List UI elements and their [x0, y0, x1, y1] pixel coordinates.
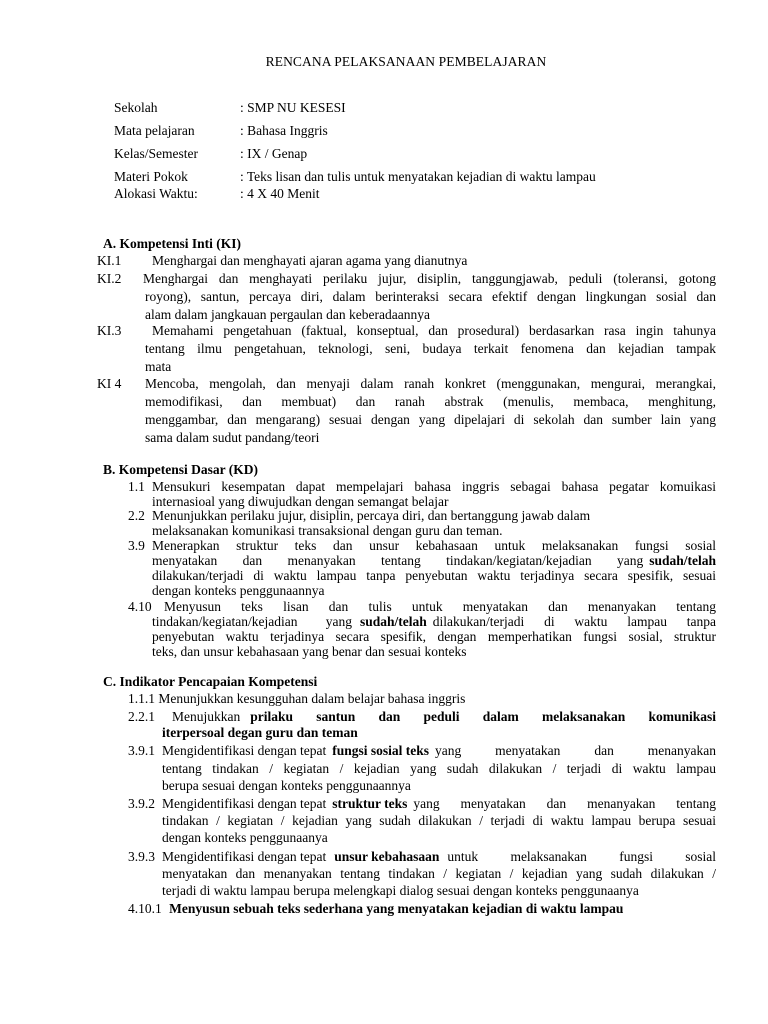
ipk-text: terjadi di waktu lampau berupa melengkapi dialog sesuai dengan konteks penggunaanya: [162, 883, 639, 898]
ipk-text: Menujukkan: [172, 709, 241, 724]
section-heading-ki: A. Kompetensi Inti (KI): [103, 236, 241, 251]
kd-text: internasioal yang diwujudkan dengan semangat belajar: [152, 494, 449, 509]
kd-text: tindakan/kegiatan/kejadian yang: [152, 614, 352, 629]
info-row-mapel: [114, 122, 714, 145]
ki-code: KI.3: [97, 323, 122, 338]
ipk-line: [162, 848, 716, 865]
info-value: : SMP NU KESESI: [240, 100, 346, 115]
info-row-sekolah: [114, 99, 714, 122]
kd-text: Menyusun teks lisan dan tulis untuk menyatakan dan menanyakan tentang: [164, 599, 716, 614]
ipk-code: 1.1.1: [128, 691, 155, 706]
info-block: [114, 99, 714, 202]
ipk-code: 3.9.1: [128, 743, 155, 758]
ki-text: menggambar, dan mengarang) sesuai dengan yang dipelajari di sekolah dan sumber lain yang: [145, 412, 716, 427]
ipk-code: 4.10.1: [128, 901, 162, 916]
ipk-text: berupa sesuai dengan konteks penggunaannya: [162, 778, 411, 793]
kd-text: dengan konteks penggunaannya: [152, 583, 325, 598]
ipk-text: tindakan / kegiatan / kejadian yang sudah dilakukan / terjadi di waktu lampau berupa sesuai: [162, 813, 716, 828]
kd-text: Menerapkan struktur teks dan unsur kebahasaan untuk melaksanakan fungsi sosial: [152, 538, 716, 553]
info-row-materi: [114, 168, 714, 185]
ipk-text: dengan konteks penggunaanya: [162, 830, 328, 845]
info-value: : IX / Genap: [240, 146, 308, 161]
ipk-bold-text: unsur kebahasaan: [334, 849, 440, 864]
kd-text: dilakukan/terjadi di waktu lampau tanpa: [432, 614, 716, 629]
kd-text: teks, dan unsur kebahasaan yang benar dan sesuai konteks: [152, 644, 467, 659]
info-label: Sekolah: [114, 100, 158, 115]
ipk-line: [172, 708, 716, 725]
kd-bold-text: sudah/telah: [360, 614, 427, 629]
info-label: Alokasi Waktu:: [114, 186, 198, 201]
ipk-text: tentang tindakan / kegiatan / kejadian yang sudah dilakukan / terjadi di waktu lampau: [162, 761, 716, 776]
info-label: Mata pelajaran: [114, 123, 195, 138]
ki-text: tentang ilmu pengetahuan, teknologi, seni, budaya terkait fenomena dan kejadian tampak: [145, 341, 716, 356]
info-value: : 4 X 40 Menit: [240, 186, 320, 201]
ipk-text: Menunjukkan kesungguhan dalam belajar bahasa inggris: [158, 691, 466, 706]
ipk-item-4101: [128, 900, 623, 917]
ki-text: Mencoba, mengolah, dan menyaji dalam ranah konkret (menggunakan, mengurai, merangkai,: [145, 376, 716, 391]
document-title: RENCANA PELAKSANAAN PEMBELAJARAN: [265, 54, 547, 69]
kd-text: menyatakan dan menanyakan tentang tindakan/kegiatan/kejadian yang: [152, 553, 644, 568]
section-heading-ipk: C. Indikator Pencapaian Kompetensi: [103, 674, 318, 689]
ki-text: Menghargai dan menghayati perilaku jujur, disiplin, tanggungjawab, peduli (toleransi, gotong: [143, 271, 716, 286]
ipk-text: Mengidentifikasi dengan tepat: [162, 743, 327, 758]
info-row-alokasi: [114, 185, 714, 202]
ipk-item-111: [128, 690, 465, 707]
section-heading-kd: B. Kompetensi Dasar (KD): [103, 462, 258, 477]
kd-code: 2.2: [128, 508, 145, 523]
kd-code: 1.1: [128, 479, 145, 494]
ipk-bold-text: struktur teks: [332, 796, 408, 811]
kd-text: penyebutan waktu terjadinya secara spesifik, dengan memperhatikan fungsi sosial, struktur: [152, 629, 716, 644]
ipk-text: yang menyatakan dan menanyakan tentang: [413, 796, 716, 811]
kd-code: 3.9: [128, 538, 145, 553]
ipk-bold-text: fungsi sosial teks: [332, 743, 429, 758]
ipk-bold-text: Menyusun sebuah teks sederhana yang menyatakan kejadian di waktu lampau: [169, 901, 624, 916]
info-label: Materi Pokok: [114, 169, 188, 184]
info-row-kelas: [114, 145, 714, 168]
ipk-bold-text: prilaku santun dan peduli dalam melaksanakan komunikasi: [250, 709, 716, 724]
ipk-text: Mengidentifikasi dengan tepat: [162, 796, 327, 811]
ipk-text: untuk melaksanakan fungsi sosial: [447, 849, 716, 864]
ipk-bold-text: iterpersoal degan guru dan teman: [162, 725, 358, 740]
info-value: : Teks lisan dan tulis untuk menyatakan kejadian di waktu lampau: [240, 169, 596, 184]
ipk-text: yang menyatakan dan menanyakan: [434, 743, 716, 758]
ipk-line: [162, 795, 716, 812]
kd-text: melaksanakan komunikasi transaksional dengan guru dan teman.: [152, 523, 503, 538]
ki-text: royong), santun, percaya diri, dalam berinteraksi secara efektif dengan lingkungan sosial dan: [145, 289, 716, 304]
ipk-code: 2.2.1: [128, 709, 155, 724]
ipk-text: menyatakan dan menanyakan tentang tindakan / kegiatan / kejadian yang sudah dilakukan /: [162, 866, 716, 881]
kd-text: Mensukuri kesempatan dapat mempelajari bahasa inggris sebagai bahasa pegatar komuikasi: [152, 479, 716, 494]
ki-text: mata: [145, 359, 172, 374]
ipk-line: [162, 742, 716, 759]
ipk-code: 3.9.3: [128, 849, 155, 864]
ipk-text: Mengidentifikasi dengan tepat: [162, 849, 327, 864]
ki-code: KI.2: [97, 271, 122, 286]
ki-text: memodifikasi, dan membuat) dan ranah abstrak (menulis, membaca, menghitung,: [145, 394, 716, 409]
ki-text: Memahami pengetahuan (faktual, konseptual, dan prosedural) berdasarkan rasa ingin tahunya: [152, 323, 716, 338]
ki-text: Menghargai dan menghayati ajaran agama yang dianutnya: [152, 253, 468, 268]
ki-text: sama dalam sudut pandang/teori: [145, 430, 320, 445]
kd-text: Menunjukkan perilaku jujur, disiplin, percaya diri, dan bertanggung jawab dalam: [152, 508, 591, 523]
kd-text: dilakukan/terjadi di waktu lampau tanpa penyebutan waktu terjadinya secara spesifik, sesuai: [152, 568, 716, 583]
ki-code: KI 4: [97, 376, 122, 391]
kd-bold-text: sudah/telah: [649, 553, 716, 568]
kd-code: 4.10: [128, 599, 152, 614]
info-value: : Bahasa Inggris: [240, 123, 328, 138]
ki-text: alam dalam jangkauan pergaulan dan keberadaannya: [145, 307, 430, 322]
ki-code: KI.1: [97, 253, 122, 268]
info-label: Kelas/Semester: [114, 146, 198, 161]
ipk-code: 3.9.2: [128, 796, 155, 811]
